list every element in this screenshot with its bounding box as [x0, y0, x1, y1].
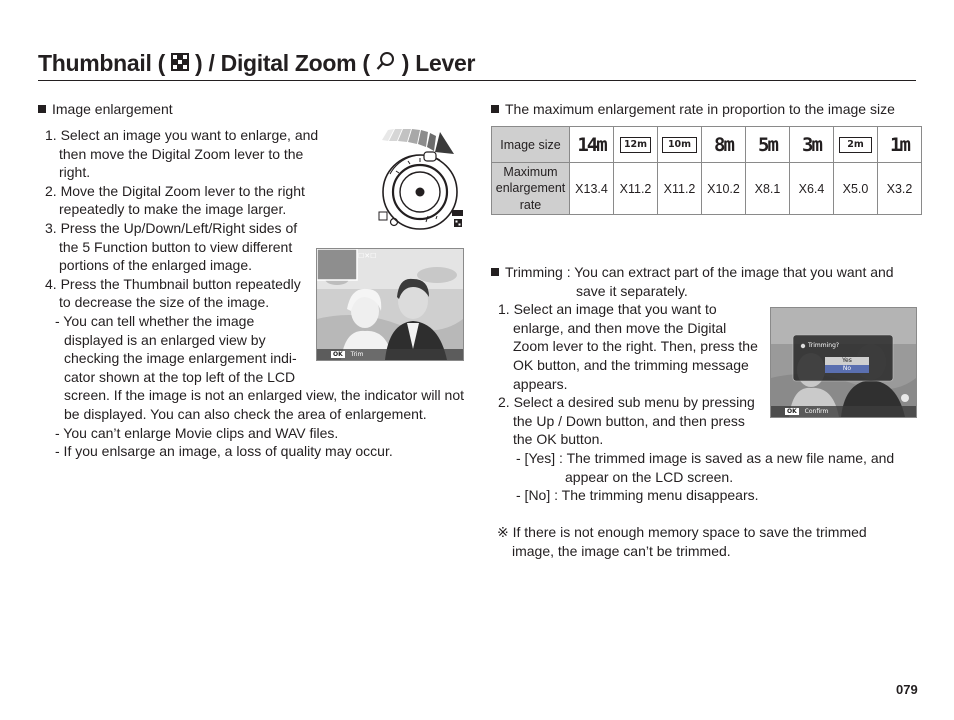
- trimming-line: 1. Select an image that you want to: [498, 301, 717, 318]
- table-header-max-rate: Maximum enlargement rate: [492, 163, 570, 215]
- bullet-square-icon: [38, 105, 46, 113]
- step-line: then move the Digital Zoom lever to the: [59, 145, 304, 162]
- rate-cell: X3.2: [878, 163, 922, 215]
- table-row: [492, 163, 922, 215]
- size-3m-icon: 3m: [790, 127, 834, 163]
- step-line: 3. Press the Up/Down/Left/Right sides of: [45, 220, 298, 236]
- note-line: be displayed. You can also check the area of enlargement.: [64, 406, 427, 422]
- size-1m-icon: 1m: [878, 127, 922, 163]
- note-line: checking the image enlargement indi-: [64, 350, 297, 367]
- trimming-line: appear on the LCD screen.: [565, 468, 734, 485]
- note-line: cator shown at the top left of the LCD: [64, 368, 296, 385]
- trimming-heading: Trimming : You can extract part of the image that you want and: [491, 263, 894, 282]
- max-enlargement-table: [491, 126, 922, 215]
- trimming-line: Zoom lever to the right. Then, press the: [513, 338, 758, 355]
- title-part-3: ) Lever: [401, 50, 476, 76]
- step-line: 2. Move the Digital Zoom lever to the right: [45, 182, 305, 199]
- trimming-line: - [Yes] : The trimmed image is saved as a new file name, and: [516, 450, 895, 466]
- memory-note: image, the image can’t be trimmed.: [512, 542, 731, 559]
- trimming-line: enlarge, and then move the Digital: [513, 319, 727, 336]
- svg-text:☐✕☐: ☐✕☐: [358, 252, 377, 260]
- trimming-line: appears.: [513, 375, 568, 392]
- confirm-label: Confirm: [804, 408, 829, 415]
- step-line: repeatedly to make the image larger.: [59, 201, 287, 218]
- note-line: screen. If the image is not an enlarged view, the indicator will not: [64, 387, 464, 404]
- step-line: portions of the enlarged image.: [59, 257, 253, 274]
- trimming-line: save it separately.: [576, 282, 688, 299]
- bullet-square-icon: [491, 268, 499, 276]
- magnifier-icon: [376, 50, 396, 77]
- section-heading-max-enlargement: The maximum enlargement rate in proportion to the image size: [491, 100, 895, 119]
- page-number: 079: [896, 682, 918, 697]
- rate-cell: X13.4: [570, 163, 614, 215]
- size-8m-icon: 8m: [702, 127, 746, 163]
- step-line: right.: [59, 164, 91, 181]
- bullet-square-icon: [491, 105, 499, 113]
- rate-cell: X10.2: [702, 163, 746, 215]
- rate-cell: X8.1: [746, 163, 790, 215]
- trimming-line: the OK button.: [513, 431, 604, 448]
- trim-label: Trim: [350, 351, 364, 358]
- zoom-lever-illustration: [374, 126, 466, 230]
- note-line: - If you enlsarge an image, a loss of quality may occur.: [55, 443, 393, 460]
- step-line: 4. Press the Thumbnail button repeatedly: [45, 275, 301, 292]
- size-12m-icon: 12m: [614, 127, 658, 163]
- trimming-question: Trimming?: [808, 342, 840, 349]
- title-part-1: Thumbnail (: [38, 50, 166, 76]
- ok-button-badge: OK: [787, 408, 797, 415]
- size-5m-icon: 5m: [746, 127, 790, 163]
- trimming-line: OK button, and the trimming message: [513, 357, 749, 373]
- title-divider: [38, 80, 916, 81]
- rate-cell: X11.2: [614, 163, 658, 215]
- title-part-2: ) / Digital Zoom (: [195, 50, 370, 76]
- ok-button-badge: OK: [333, 351, 343, 358]
- no-option[interactable]: No: [842, 365, 852, 372]
- note-line: - You can tell whether the image: [55, 313, 255, 329]
- step-line: 1. Select an image you want to enlarge, and: [45, 127, 319, 143]
- section-heading-image-enlargement: Image enlargement: [38, 100, 173, 119]
- trimming-dialog-preview: [770, 307, 917, 418]
- yes-option[interactable]: Yes: [842, 357, 852, 364]
- size-10m-icon: 10m: [658, 127, 702, 163]
- rate-cell: X6.4: [790, 163, 834, 215]
- step-line: the 5 Function button to view different: [59, 238, 293, 255]
- table-row: [492, 127, 922, 163]
- table-header-image-size: Image size: [492, 127, 570, 163]
- size-2m-icon: 2m: [834, 127, 878, 163]
- trimming-line: 2. Select a desired sub menu by pressing: [498, 394, 755, 411]
- rate-cell: X5.0: [834, 163, 878, 215]
- enlarged-image-preview: [316, 248, 464, 361]
- trimming-line: - [No] : The trimming menu disappears.: [516, 487, 759, 504]
- size-14m-icon: 14m: [570, 127, 614, 163]
- note-line: displayed is an enlarged view by: [64, 331, 266, 348]
- memory-note: ※ If there is not enough memory space to save the trimmed: [497, 524, 867, 540]
- note-line: - You can’t enlarge Movie clips and WAV files.: [55, 424, 339, 441]
- trimming-line: the Up / Down button, and then press: [513, 412, 745, 429]
- step-line: to decrease the size of the image.: [59, 294, 270, 311]
- page-title: [38, 50, 475, 77]
- thumbnail-grid-icon: [171, 50, 189, 77]
- rate-cell: X11.2: [658, 163, 702, 215]
